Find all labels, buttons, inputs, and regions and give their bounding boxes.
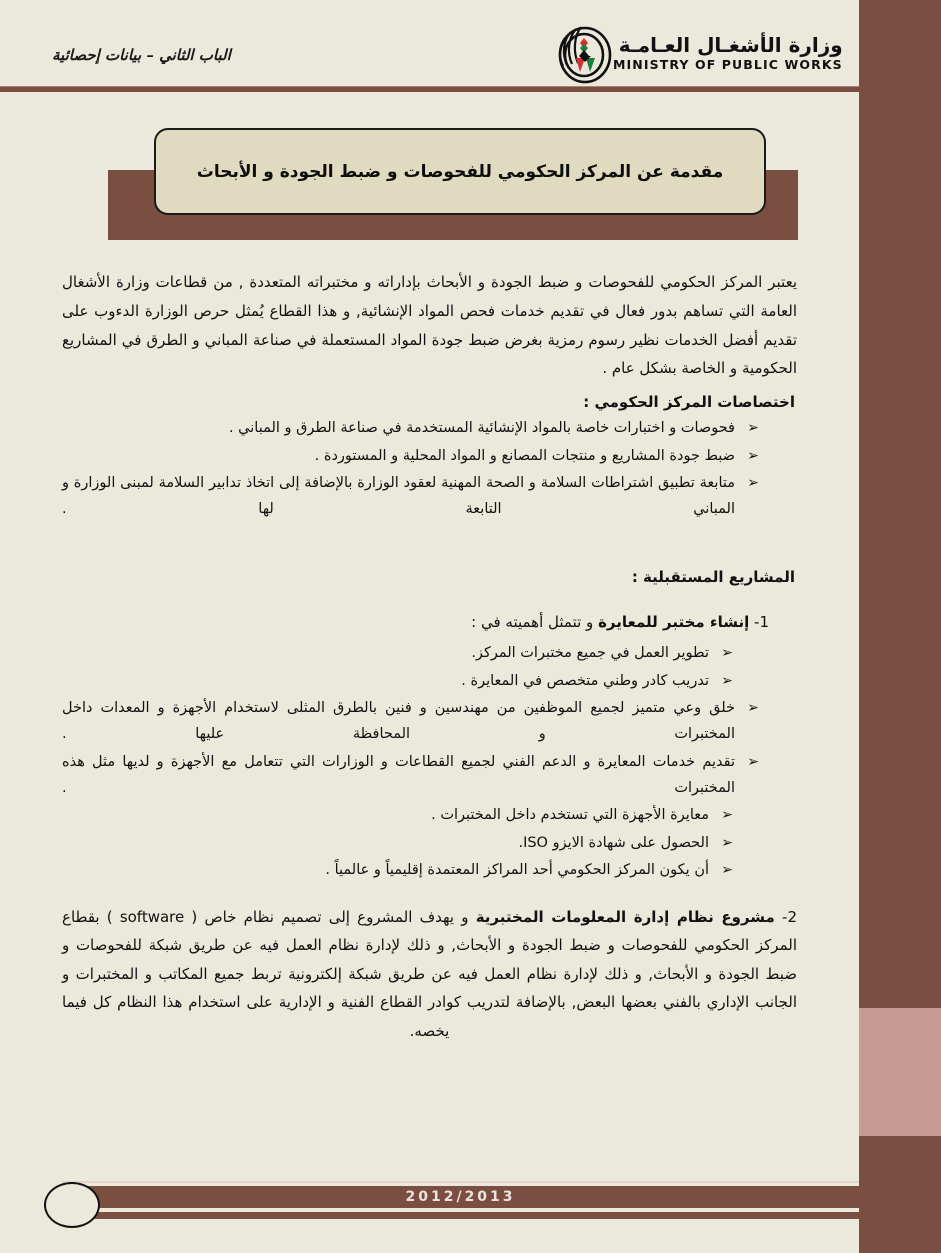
project-1-title: إنشاء مختبر للمعايرة xyxy=(598,612,750,631)
footer-bar xyxy=(62,1186,859,1208)
list-item-text: الحصول على شهادة الايزو ISO. xyxy=(518,834,709,851)
page-title-box xyxy=(154,128,766,215)
list-item xyxy=(62,749,759,802)
document-body xyxy=(0,268,859,1049)
list-item xyxy=(62,802,733,828)
project-2-text: و يهدف المشروع إلى تصميم نظام خاص ( software ) بقطاع المركز الحكومي للفحوصات و ضبط الجودة و الأبحاث, و ذلك لإدارة نظام العمل فيه عن طريق شبكة للفحوصات و ضبط الجودة و الأبحاث, و ذلك لإدارة نظام العمل فيه عن طريق شبكة إلكترونية تربط جميع المكاتب و المختبرات و الجانب الإداري بالفني بعضها البعض, بالإضافة لتدريب كوادر القطاع الفنية و الإدارية على استخدام هذا النظام كل فيما يخصه. xyxy=(62,907,797,1040)
project-2-title: مشروع نظام إدارة المعلومات المختبرية xyxy=(475,907,775,926)
project-1-number: 1- xyxy=(754,612,769,631)
section-spacer xyxy=(62,524,797,558)
bullet-arrow-icon: ➢ xyxy=(721,807,733,824)
project-item-2 xyxy=(62,903,797,1046)
intro-paragraph: يعتبر المركز الحكومي للفحوصات و ضبط الجودة و الأبحاث بإداراته و مختبراته المتعددة , من قطاعات وزارة الأشغال العامة التي تساهم بدور فعال في تقديم خدمات فحص المواد الإنشائية, و هذا القطاع يُمثل حرص الوزارة الدءوب على تقديم أفضل الخدمات نظير رسوم رمزية بغرض ضبط جودة المواد المستعملة في صناعة المباني و الطرق في المشاريع الحكومية و الخاصة بشكل عام . xyxy=(62,273,797,378)
list-item xyxy=(62,830,733,856)
project-2-number: 2- xyxy=(782,907,797,926)
bullet-arrow-icon: ➢ xyxy=(721,645,733,662)
bullet-arrow-icon: ➢ xyxy=(747,474,759,491)
list-item-text: خلق وعي متميز لجميع الموظفين من مهندسين و فنين بالطرق المثلى لاستخدام الأجهزة و المعدات داخل المختبرات و المحافظة عليها . xyxy=(62,699,735,743)
ministry-name-arabic: وزارة الأشغـال العـامـة xyxy=(618,32,843,57)
bullet-arrow-icon: ➢ xyxy=(747,699,759,716)
footer-bottom-bar xyxy=(62,1212,859,1219)
list-item-text: أن يكون المركز الحكومي أحد المراكز المعتمدة إقليمياً و عالمياً . xyxy=(325,862,709,879)
list-item-text: تدريب كادر وطني متخصص في المعايرة . xyxy=(461,672,709,689)
project-spacer xyxy=(62,885,797,897)
footer-top-rule xyxy=(62,1181,859,1183)
list-item-text: ضبط جودة المشاريع و منتجات المصانع و المواد المحلية و المستوردة . xyxy=(314,447,735,464)
list-item xyxy=(62,668,733,694)
list-item xyxy=(62,695,759,748)
bullet-arrow-icon: ➢ xyxy=(721,672,733,689)
bullet-arrow-icon: ➢ xyxy=(747,420,759,437)
page-header xyxy=(0,0,859,88)
list-item xyxy=(62,640,733,666)
bullet-arrow-icon: ➢ xyxy=(747,447,759,464)
specializations-heading: اختصاصات المركز الحكومي : xyxy=(583,393,795,412)
page-title: مقدمة عن المركز الحكومي للفحوصات و ضبط الجودة و الأبحاث xyxy=(196,161,724,182)
list-item xyxy=(62,415,759,441)
heading-spacer xyxy=(62,590,797,602)
list-item-text: معايرة الأجهزة التي تستخدم داخل المختبرات . xyxy=(431,807,709,824)
ministry-logo-text xyxy=(613,32,849,72)
list-item xyxy=(62,443,759,469)
specializations-list xyxy=(62,415,797,523)
list-item-text: متابعة تطبيق اشتراطات السلامة و الصحة المهنية لعقود الوزارة بالإضافة إلى اتخاذ تدابير السلامة لمبنى الوزارة و المباني التابعة لها . xyxy=(62,474,735,518)
ministry-logo xyxy=(555,22,845,84)
project-1-rest: و تتمثل أهميته في : xyxy=(471,612,599,631)
bullet-arrow-icon: ➢ xyxy=(721,834,733,851)
ministry-emblem-icon xyxy=(555,22,613,84)
project-item-1-heading xyxy=(62,608,797,637)
ministry-name-english: MINISTRY OF PUBLIC WORKS xyxy=(613,56,843,72)
future-projects-heading: المشاريع المستقبلية : xyxy=(631,567,795,586)
bullet-arrow-icon: ➢ xyxy=(721,862,733,879)
project-1-list xyxy=(62,640,797,883)
list-item xyxy=(62,857,733,883)
right-band-highlight xyxy=(859,1008,941,1136)
list-item-text: تطوير العمل في جميع مختبرات المركز. xyxy=(471,645,709,662)
list-item-text: تقديم خدمات المعايرة و الدعم الفني لجميع القطاعات و الوزارات التي تتعامل مع الأجهزة و لديها مثل هذه المختبرات . xyxy=(62,753,735,797)
list-item xyxy=(62,470,759,523)
list-item-text: فحوصات و اختبارات خاصة بالمواد الإنشائية المستخدمة في صناعة الطرق و المباني . xyxy=(228,420,735,437)
chapter-label: الباب الثاني – بيانات إحصائية xyxy=(52,46,231,64)
bullet-arrow-icon: ➢ xyxy=(747,753,759,770)
footer-year: 2012/2013 xyxy=(405,1189,516,1205)
page-number-ellipse xyxy=(44,1182,100,1228)
header-divider xyxy=(0,86,859,92)
